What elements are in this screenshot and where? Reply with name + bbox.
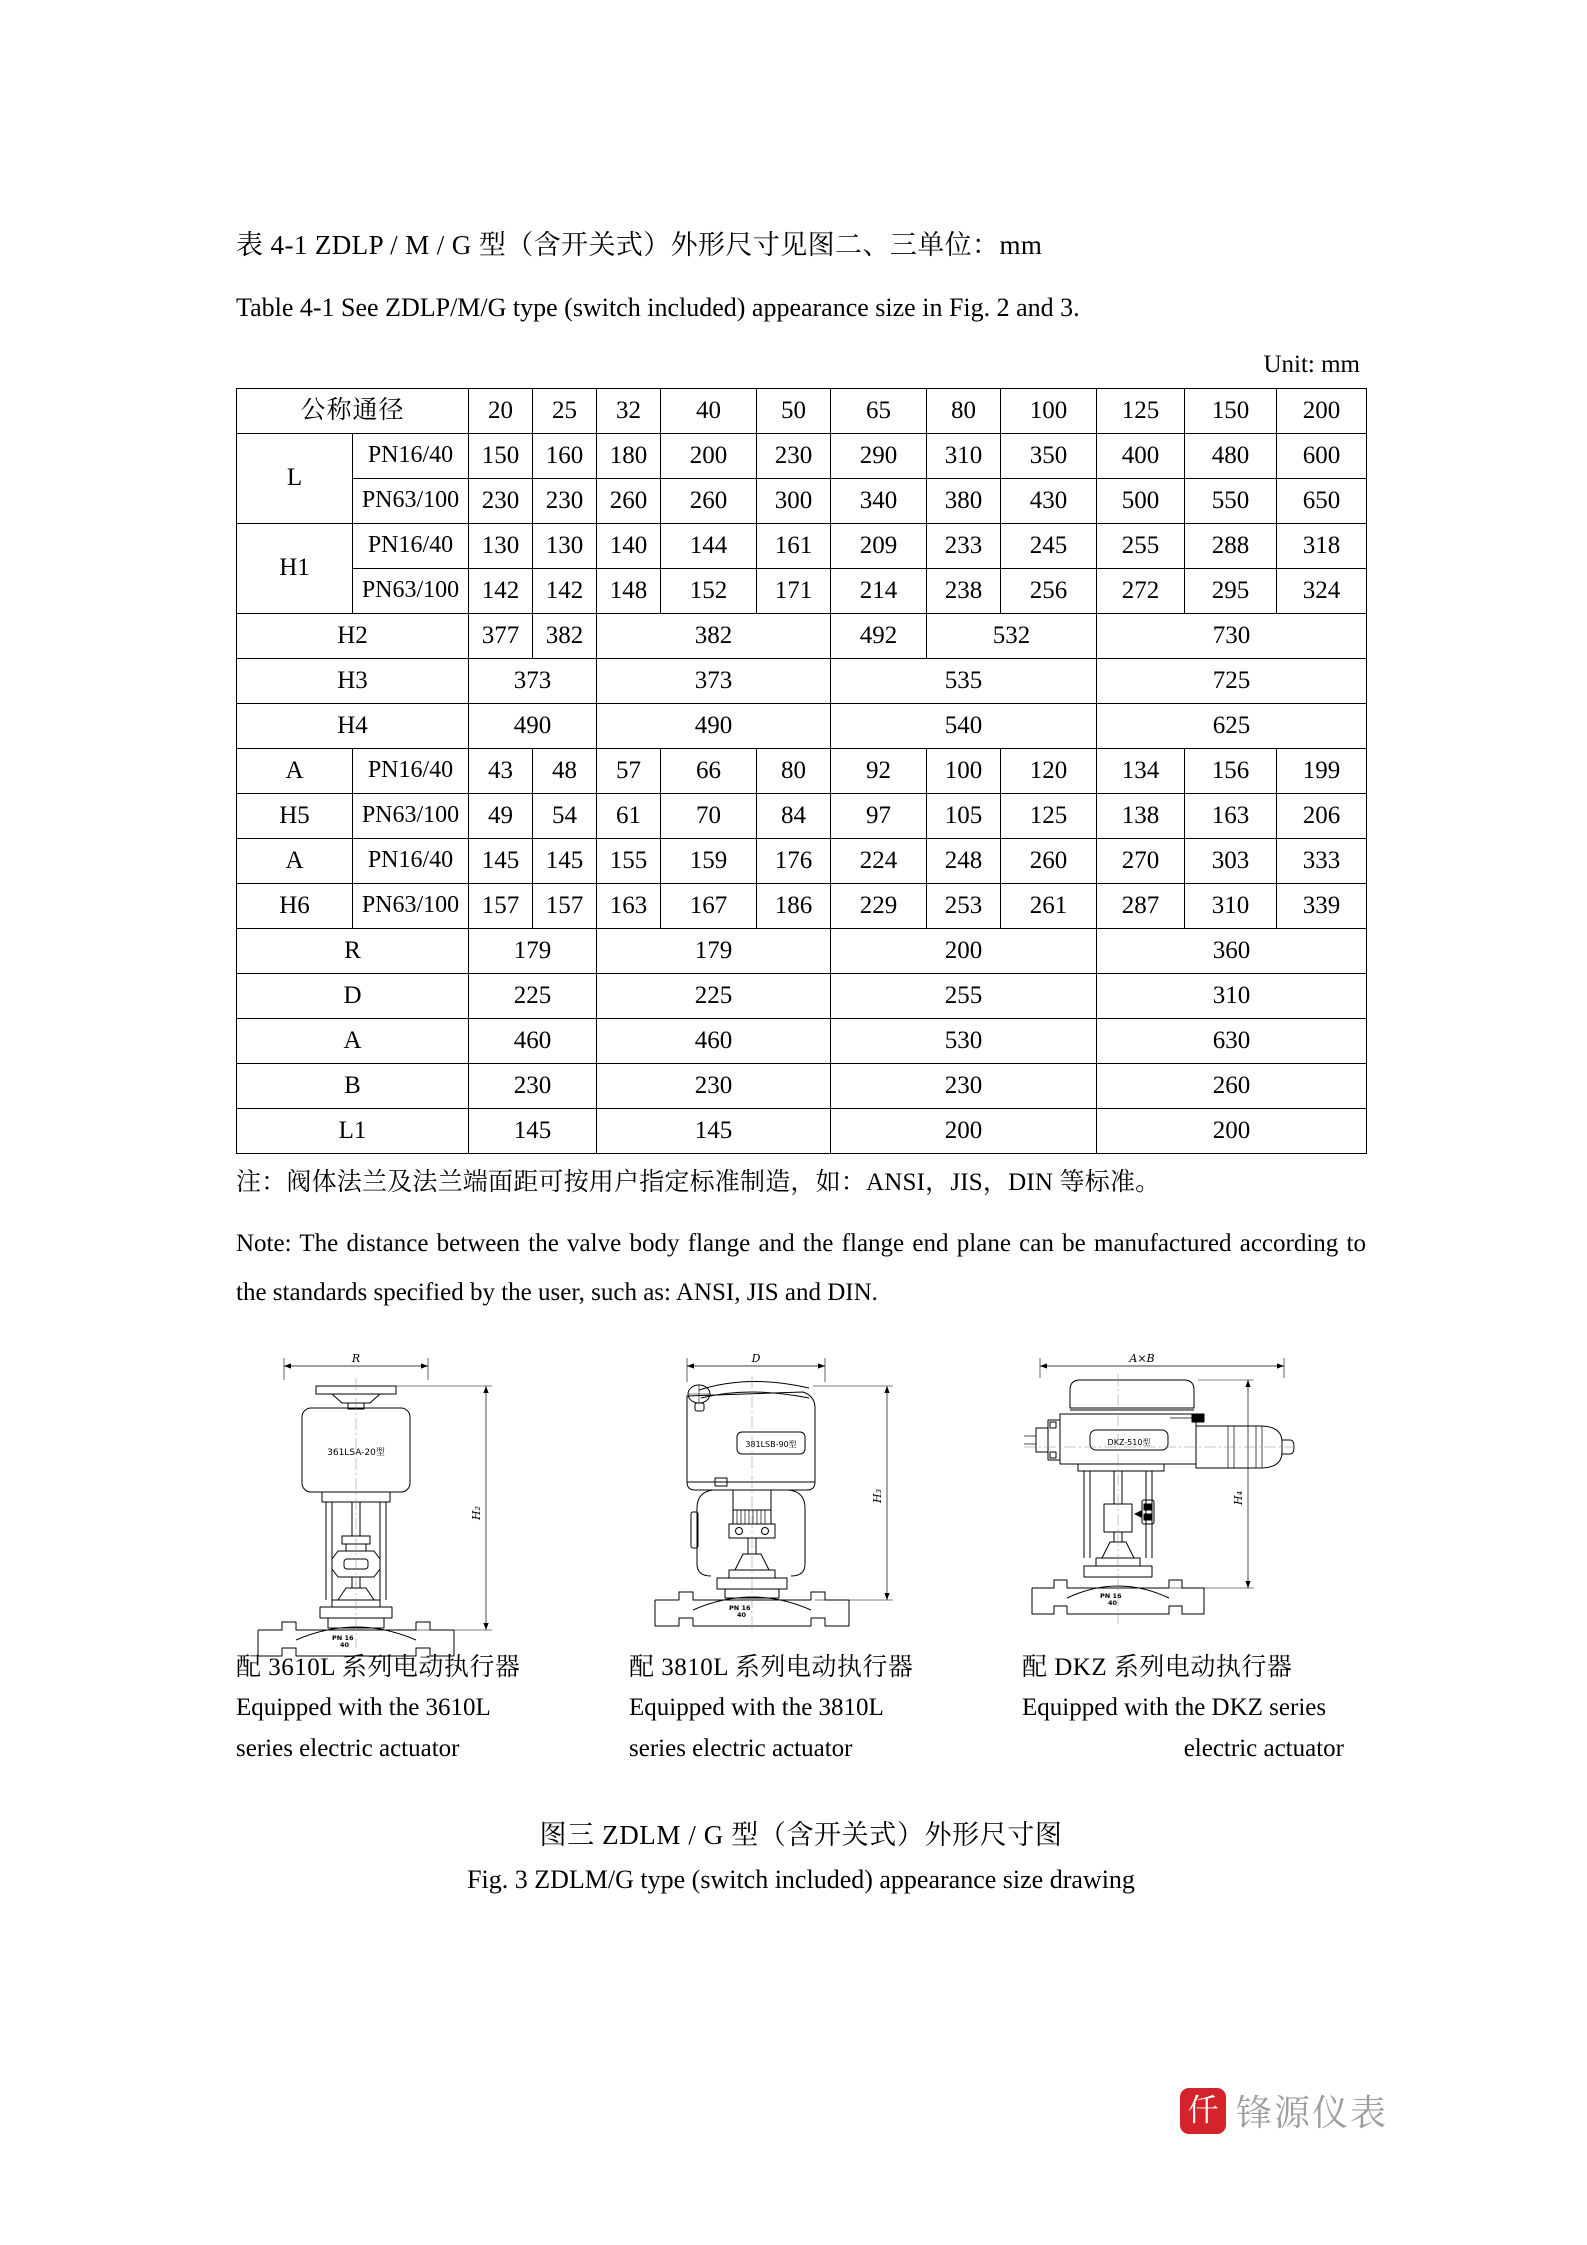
- cell: 270: [1097, 838, 1185, 883]
- cell: 225: [469, 973, 597, 1018]
- figure-caption-chinese: 图三 ZDLM / G 型（含开关式）外形尺寸图: [539, 1820, 1063, 1851]
- watermark-badge-icon: 仟: [1180, 2088, 1226, 2134]
- cell: 171: [757, 568, 831, 613]
- figure-row: [236, 1348, 1366, 1649]
- cell: 97: [831, 793, 927, 838]
- cell: 130: [533, 523, 597, 568]
- cell: 163: [1185, 793, 1277, 838]
- cell: 256: [1001, 568, 1097, 613]
- caption-english-line2: series electric actuator: [236, 1734, 460, 1762]
- actuator-tag-label: 381LSB-90型: [745, 1439, 797, 1449]
- cell: 310: [1097, 973, 1367, 1018]
- cell: 230: [597, 1063, 831, 1108]
- cell: 248: [927, 838, 1001, 883]
- dimension-label-horizontal: D: [751, 1351, 761, 1365]
- caption-english-line1: Equipped with the DKZ series: [1022, 1694, 1327, 1722]
- cell: 233: [927, 523, 1001, 568]
- col-header-80: 80: [927, 388, 1001, 433]
- table-row-B: [237, 1063, 1367, 1108]
- cell: 540: [831, 703, 1097, 748]
- caption-english-line2: electric actuator: [1183, 1734, 1344, 1762]
- row-label-H5: H5: [237, 793, 353, 838]
- col-header-200: 200: [1277, 388, 1367, 433]
- cell: 288: [1185, 523, 1277, 568]
- caption-chinese: 配 DKZ 系列电动执行器: [1022, 1653, 1293, 1681]
- watermark-logo: [1180, 2085, 1388, 2136]
- table-row-D: [237, 973, 1367, 1018]
- col-header-50: 50: [757, 388, 831, 433]
- table-row-H1-pn1640: [237, 523, 1367, 568]
- flange-size-label: 40: [1108, 1598, 1118, 1607]
- cell: 159: [661, 838, 757, 883]
- figure-captions-row: [236, 1648, 1366, 1770]
- cell: 490: [597, 703, 831, 748]
- cell: 224: [831, 838, 927, 883]
- figure-DKZ: [1022, 1348, 1366, 1640]
- flange-size-label: 40: [340, 1640, 350, 1649]
- cell: 61: [597, 793, 661, 838]
- cell: 535: [831, 658, 1097, 703]
- cell: 400: [1097, 433, 1185, 478]
- row-label-L: L: [237, 433, 353, 523]
- table-row-A-H6-pn63100: [237, 883, 1367, 928]
- cell: 80: [757, 748, 831, 793]
- cell: 130: [469, 523, 533, 568]
- cell: 260: [661, 478, 757, 523]
- row-label-H5-pn1640: PN16/40: [353, 748, 469, 793]
- cell: 295: [1185, 568, 1277, 613]
- cell: 230: [533, 478, 597, 523]
- cell: 333: [1277, 838, 1367, 883]
- flange-rating-label: PN 16: [1100, 1591, 1122, 1600]
- cell: 100: [927, 748, 1001, 793]
- cell: 84: [757, 793, 831, 838]
- cell: 145: [533, 838, 597, 883]
- row-label-H1-pn63100: PN63/100: [353, 568, 469, 613]
- cell: 230: [831, 1063, 1097, 1108]
- cell: 179: [597, 928, 831, 973]
- cell: 318: [1277, 523, 1367, 568]
- table-row-H3: [237, 658, 1367, 703]
- dimension-label-horizontal: A×B: [1129, 1351, 1155, 1365]
- caption-DKZ: [1022, 1648, 1366, 1770]
- cell: 490: [469, 703, 597, 748]
- valve-drawing-DKZ: [1022, 1348, 1366, 1640]
- dimension-label-vertical: H₂: [470, 1505, 483, 1520]
- cell: 373: [469, 658, 597, 703]
- cell: 255: [1097, 523, 1185, 568]
- figure-3810L: [629, 1348, 973, 1640]
- cell: 725: [1097, 658, 1367, 703]
- cell: 230: [469, 478, 533, 523]
- cell: 287: [1097, 883, 1185, 928]
- col-header-25: 25: [533, 388, 597, 433]
- cell: 54: [533, 793, 597, 838]
- cell: 310: [927, 433, 1001, 478]
- cell: 230: [757, 433, 831, 478]
- caption-chinese: 配 3610L 系列电动执行器: [236, 1653, 521, 1681]
- cell: 303: [1185, 838, 1277, 883]
- cell: 200: [831, 928, 1097, 973]
- row-label-H6: H6: [237, 883, 353, 928]
- cell: 155: [597, 838, 661, 883]
- cell: 145: [597, 1108, 831, 1153]
- cell: 290: [831, 433, 927, 478]
- col-header-125: 125: [1097, 388, 1185, 433]
- cell: 377: [469, 613, 533, 658]
- col-header-20: 20: [469, 388, 533, 433]
- cell: 105: [927, 793, 1001, 838]
- dimension-label-vertical: H₄: [1232, 1490, 1245, 1505]
- cell: 230: [469, 1063, 597, 1108]
- row-label-L-pn1640: PN16/40: [353, 433, 469, 478]
- cell: 500: [1097, 478, 1185, 523]
- table-row-R: [237, 928, 1367, 973]
- table-row-A-H5-pn63100: [237, 793, 1367, 838]
- valve-drawing-3810L: [629, 1348, 973, 1640]
- col-header-65: 65: [831, 388, 927, 433]
- row-label-H6-pn1640: PN16/40: [353, 838, 469, 883]
- cell: 260: [1097, 1063, 1367, 1108]
- header-nominal-diameter: 公称通径: [237, 388, 469, 433]
- cell: 145: [469, 838, 533, 883]
- caption-chinese: 配 3810L 系列电动执行器: [629, 1653, 914, 1681]
- cell: 245: [1001, 523, 1097, 568]
- cell: 460: [469, 1018, 597, 1063]
- table-row-L-pn1640: [237, 433, 1367, 478]
- cell: 350: [1001, 433, 1097, 478]
- col-header-100: 100: [1001, 388, 1097, 433]
- cell: 373: [597, 658, 831, 703]
- cell: 382: [597, 613, 831, 658]
- table-row-A: [237, 1018, 1367, 1063]
- cell: 532: [927, 613, 1097, 658]
- flange-size-label: 40: [737, 1610, 747, 1619]
- cell: 530: [831, 1018, 1097, 1063]
- cell: 310: [1185, 883, 1277, 928]
- table-title-english: Table 4-1 See ZDLP/M/G type (switch included) appearance size in Fig. 2 and 3.: [236, 292, 1080, 322]
- cell: 142: [469, 568, 533, 613]
- cell: 360: [1097, 928, 1367, 973]
- cell: 600: [1277, 433, 1367, 478]
- caption-english-line1: Equipped with the 3810L: [629, 1694, 884, 1722]
- cell: 186: [757, 883, 831, 928]
- cell: 125: [1001, 793, 1097, 838]
- cell: 625: [1097, 703, 1367, 748]
- cell: 200: [831, 1108, 1097, 1153]
- row-label-H3: H3: [237, 658, 469, 703]
- cell: 550: [1185, 478, 1277, 523]
- table-row-H4: [237, 703, 1367, 748]
- figure-main-caption: [236, 1815, 1366, 1899]
- cell: 630: [1097, 1018, 1367, 1063]
- cell: 167: [661, 883, 757, 928]
- col-header-150: 150: [1185, 388, 1277, 433]
- cell: 163: [597, 883, 661, 928]
- row-label-R: R: [237, 928, 469, 973]
- cell: 142: [533, 568, 597, 613]
- cell: 200: [1097, 1108, 1367, 1153]
- table-row-A-H6-pn1640: [237, 838, 1367, 883]
- note-chinese: 注：阀体法兰及法兰端面距可按用户指定标准制造，如：ANSI，JIS，DIN 等标准。: [236, 1168, 1161, 1196]
- cell: 150: [469, 433, 533, 478]
- cell: 261: [1001, 883, 1097, 928]
- cell: 229: [831, 883, 927, 928]
- cell: 152: [661, 568, 757, 613]
- dimensions-table: [236, 388, 1367, 1154]
- cell: 49: [469, 793, 533, 838]
- cell: 200: [661, 433, 757, 478]
- note-english: Note: The distance between the valve body flange and the flange end plane can be manufactured according to the standards specified by the user, such as: ANSI, JIS and DIN.: [236, 1230, 1366, 1306]
- cell: 66: [661, 748, 757, 793]
- cell: 160: [533, 433, 597, 478]
- row-label-L-pn63100: PN63/100: [353, 478, 469, 523]
- cell: 57: [597, 748, 661, 793]
- cell: 253: [927, 883, 1001, 928]
- cell: 43: [469, 748, 533, 793]
- cell: 238: [927, 568, 1001, 613]
- row-label-A: A: [237, 1018, 469, 1063]
- table-row-H2: [237, 613, 1367, 658]
- row-label-B: B: [237, 1063, 469, 1108]
- document-content: [236, 225, 1366, 1899]
- cell: 157: [469, 883, 533, 928]
- table-row-A-H5-pn1640: [237, 748, 1367, 793]
- row-label-D: D: [237, 973, 469, 1018]
- actuator-tag-label: 361LSA-20型: [327, 1447, 385, 1458]
- caption-3810L: [629, 1648, 973, 1770]
- cell: 260: [597, 478, 661, 523]
- figure-caption-english: Fig. 3 ZDLM/G type (switch included) appearance size drawing: [467, 1864, 1135, 1894]
- row-label-H4: H4: [237, 703, 469, 748]
- cell: 144: [661, 523, 757, 568]
- row-label-A-lower: A: [237, 838, 353, 883]
- cell: 134: [1097, 748, 1185, 793]
- cell: 340: [831, 478, 927, 523]
- cell: 161: [757, 523, 831, 568]
- cell: 148: [597, 568, 661, 613]
- caption-3610L: [236, 1648, 580, 1770]
- cell: 140: [597, 523, 661, 568]
- cell: 380: [927, 478, 1001, 523]
- flange-rating-label: PN 16: [332, 1633, 354, 1642]
- cell: 206: [1277, 793, 1367, 838]
- cell: 180: [597, 433, 661, 478]
- cell: 145: [469, 1108, 597, 1153]
- col-header-32: 32: [597, 388, 661, 433]
- caption-english-line1: Equipped with the 3610L: [236, 1694, 491, 1722]
- dimension-label-horizontal: R: [351, 1351, 361, 1365]
- cell: 480: [1185, 433, 1277, 478]
- cell: 300: [757, 478, 831, 523]
- caption-english-line2: series electric actuator: [629, 1734, 853, 1762]
- cell: 382: [533, 613, 597, 658]
- cell: 92: [831, 748, 927, 793]
- cell: 176: [757, 838, 831, 883]
- row-label-L1: L1: [237, 1108, 469, 1153]
- row-label-H1: H1: [237, 523, 353, 613]
- row-label-H6-pn63100: PN63/100: [353, 883, 469, 928]
- table-title-chinese: 表 4-1 ZDLP / M / G 型（含开关式）外形尺寸见图二、三单位：mm: [236, 230, 1043, 260]
- cell: 120: [1001, 748, 1097, 793]
- flange-rating-label: PN 16: [729, 1603, 751, 1612]
- cell: 214: [831, 568, 927, 613]
- cell: 199: [1277, 748, 1367, 793]
- valve-drawing-3610L: [236, 1348, 580, 1649]
- table-row-L1: [237, 1108, 1367, 1153]
- cell: 430: [1001, 478, 1097, 523]
- watermark-brand-text: 锋源仪表: [1236, 2092, 1389, 2133]
- actuator-tag-label: DKZ-510型: [1107, 1437, 1151, 1447]
- row-label-H5-pn63100: PN63/100: [353, 793, 469, 838]
- cell: 339: [1277, 883, 1367, 928]
- cell: 179: [469, 928, 597, 973]
- col-header-40: 40: [661, 388, 757, 433]
- row-label-H1-pn1640: PN16/40: [353, 523, 469, 568]
- table-row-H1-pn63100: [237, 568, 1367, 613]
- dimension-label-vertical: H₃: [871, 1488, 884, 1503]
- cell: 650: [1277, 478, 1367, 523]
- cell: 157: [533, 883, 597, 928]
- cell: 48: [533, 748, 597, 793]
- cell: 260: [1001, 838, 1097, 883]
- cell: 492: [831, 613, 927, 658]
- cell: 460: [597, 1018, 831, 1063]
- cell: 272: [1097, 568, 1185, 613]
- figure-3610L: [236, 1348, 580, 1649]
- cell: 209: [831, 523, 927, 568]
- cell: 70: [661, 793, 757, 838]
- table-header-row: [237, 388, 1367, 433]
- cell: 255: [831, 973, 1097, 1018]
- cell: 730: [1097, 613, 1367, 658]
- unit-label: Unit: mm: [1263, 350, 1360, 378]
- row-label-A-upper: A: [237, 748, 353, 793]
- table-row-L-pn63100: [237, 478, 1367, 523]
- cell: 324: [1277, 568, 1367, 613]
- cell: 138: [1097, 793, 1185, 838]
- cell: 156: [1185, 748, 1277, 793]
- row-label-H2: H2: [237, 613, 469, 658]
- cell: 225: [597, 973, 831, 1018]
